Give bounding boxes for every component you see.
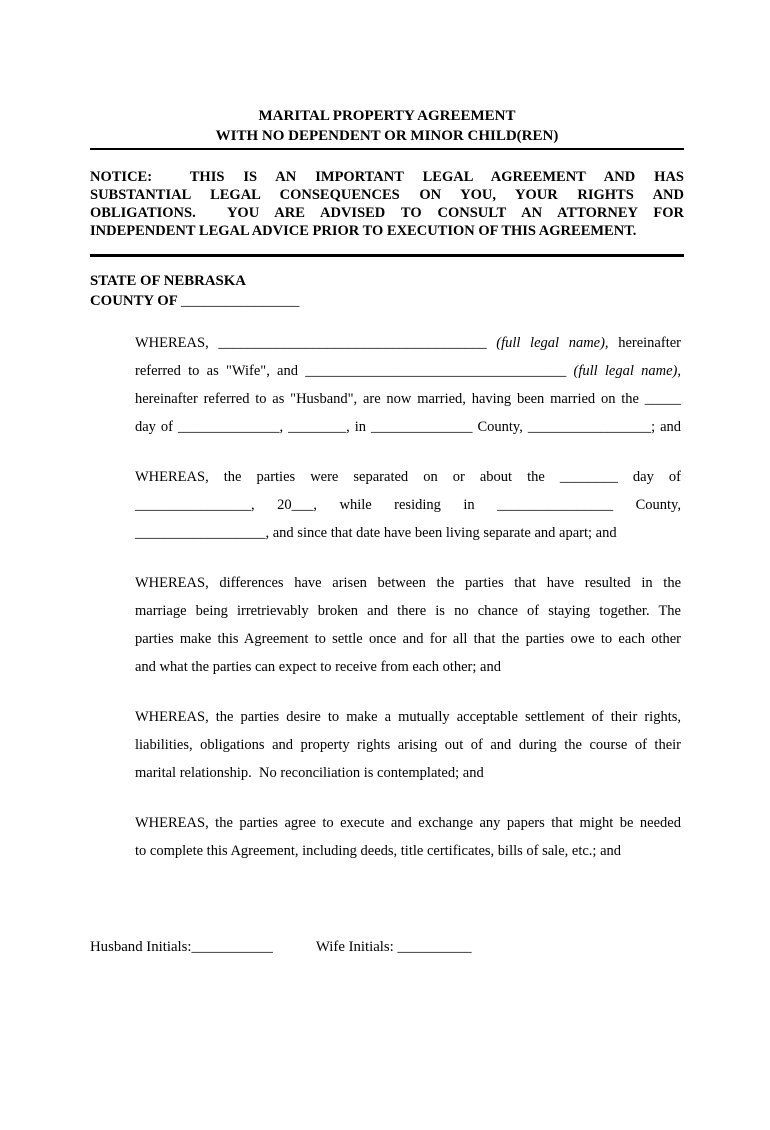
text-line bbox=[135, 569, 681, 597]
text-line bbox=[135, 357, 681, 385]
whereas-paragraph bbox=[135, 809, 681, 865]
text-line bbox=[135, 731, 681, 759]
notice-divider bbox=[90, 254, 684, 257]
blank-field[interactable]: ________________ bbox=[135, 497, 251, 513]
whereas-paragraph bbox=[135, 329, 681, 441]
text-segment: and what the parties can expect to receive from each other; and bbox=[135, 659, 501, 675]
text-line bbox=[135, 463, 681, 491]
italic-note: (full legal name), bbox=[566, 363, 681, 379]
blank-field[interactable]: ________ bbox=[559, 469, 618, 485]
blank-field[interactable]: ___ bbox=[291, 497, 314, 513]
page-content bbox=[0, 106, 684, 957]
notice-paragraph bbox=[90, 168, 684, 240]
text-segment: liabilities, obligations and property rights arising out of and during the course of their bbox=[135, 737, 681, 753]
text-line bbox=[135, 759, 681, 787]
whereas-paragraph bbox=[135, 463, 681, 547]
text-line bbox=[135, 837, 681, 865]
text-segment: County, bbox=[613, 497, 681, 513]
text-line bbox=[90, 168, 684, 186]
text-segment: hereinafter referred to as "Husband", are now married, having been married on the bbox=[135, 391, 645, 407]
initials-footer bbox=[90, 937, 684, 957]
blank-field[interactable]: _________________ bbox=[527, 419, 652, 435]
text-line bbox=[135, 491, 681, 519]
text-segment: hereinafter bbox=[608, 335, 681, 351]
text-segment: SUBSTANTIAL LEGAL CONSEQUENCES ON YOU, YOUR RIGHTS AND bbox=[90, 187, 684, 203]
text-segment: referred to as "Wife", and bbox=[135, 363, 306, 379]
text-segment: day of bbox=[617, 469, 681, 485]
text-line bbox=[90, 222, 684, 240]
text-segment: marital relationship. No reconciliation is contemplated; and bbox=[135, 765, 484, 781]
text-line bbox=[135, 519, 681, 547]
text-line bbox=[135, 413, 681, 441]
text-line bbox=[135, 653, 681, 681]
whereas-paragraph bbox=[135, 703, 681, 787]
blank-field[interactable]: ________ bbox=[288, 419, 347, 435]
jurisdiction-block bbox=[90, 271, 684, 311]
whereas-paragraphs bbox=[135, 329, 681, 865]
text-segment: to complete this Agreement, including deeds, title certificates, bills of sale, etc.; and bbox=[135, 843, 622, 859]
text-segment: NOTICE: THIS IS AN IMPORTANT LEGAL AGREEMENT AND HAS bbox=[90, 169, 684, 185]
document-page bbox=[0, 106, 770, 1130]
blank-field[interactable]: ________________ bbox=[497, 497, 614, 513]
wife-initials-field[interactable]: __________ bbox=[397, 939, 472, 955]
text-line bbox=[135, 703, 681, 731]
italic-note: (full legal name), bbox=[486, 335, 609, 351]
text-line bbox=[135, 625, 681, 653]
text-line bbox=[90, 204, 684, 222]
text-line bbox=[90, 186, 684, 204]
header-divider bbox=[90, 148, 684, 150]
text-segment: , while residing in bbox=[313, 497, 498, 513]
document-title-line2: WITH NO DEPENDENT OR MINOR CHILD(REN) bbox=[215, 128, 559, 144]
text-line bbox=[135, 597, 681, 625]
document-header bbox=[90, 106, 684, 146]
county-line bbox=[90, 291, 684, 311]
text-line bbox=[135, 809, 681, 837]
blank-field[interactable]: ______________ bbox=[177, 419, 280, 435]
text-segment: marriage being irretrievably broken and there is no chance of staying together. The bbox=[135, 603, 681, 619]
text-segment: WHEREAS, the parties agree to execute and exchange any papers that might be needed bbox=[135, 815, 681, 831]
text-segment: , in bbox=[346, 419, 371, 435]
document-title-line1: MARITAL PROPERTY AGREEMENT bbox=[258, 108, 516, 124]
husband-initials-label: Husband Initials: bbox=[90, 939, 192, 955]
text-segment: , bbox=[279, 419, 289, 435]
text-segment: day of bbox=[135, 419, 178, 435]
text-segment: WHEREAS, the parties were separated on or about the bbox=[135, 469, 560, 485]
text-segment: WHEREAS, the parties desire to make a mutually acceptable settlement of their rights, bbox=[135, 709, 681, 725]
text-segment: , 20 bbox=[251, 497, 292, 513]
state-line: STATE OF NEBRASKA bbox=[90, 273, 246, 289]
blank-field[interactable]: _____________________________________ bbox=[218, 335, 487, 351]
text-line bbox=[135, 329, 681, 357]
text-segment: WHEREAS, bbox=[135, 335, 219, 351]
county-label: COUNTY OF bbox=[90, 293, 181, 309]
whereas-paragraph bbox=[135, 569, 681, 681]
text-segment: , and since that date have been living separate and apart; and bbox=[265, 525, 617, 541]
text-segment: WHEREAS, differences have arisen between the parties that have resulted in the bbox=[135, 575, 681, 591]
text-segment: OBLIGATIONS. YOU ARE ADVISED TO CONSULT AN ATTORNEY FOR bbox=[90, 205, 684, 221]
blank-field[interactable]: __________________ bbox=[135, 525, 266, 541]
blank-field[interactable]: ______________ bbox=[370, 419, 473, 435]
text-segment: ; and bbox=[651, 419, 682, 435]
text-segment: County, bbox=[472, 419, 528, 435]
blank-field[interactable]: ____________________________________ bbox=[305, 363, 567, 379]
wife-initials-label: Wife Initials: bbox=[315, 939, 398, 955]
husband-initials-field[interactable]: ___________ bbox=[191, 939, 273, 955]
text-line bbox=[135, 385, 681, 413]
wife-initials-group bbox=[316, 939, 472, 955]
text-segment: INDEPENDENT LEGAL ADVICE PRIOR TO EXECUTION OF THIS AGREEMENT. bbox=[90, 223, 637, 239]
county-blank-field[interactable]: ________________ bbox=[180, 293, 300, 309]
blank-field[interactable]: _____ bbox=[644, 391, 681, 407]
text-segment: parties make this Agreement to settle once and for all that the parties owe to each other bbox=[135, 631, 681, 647]
